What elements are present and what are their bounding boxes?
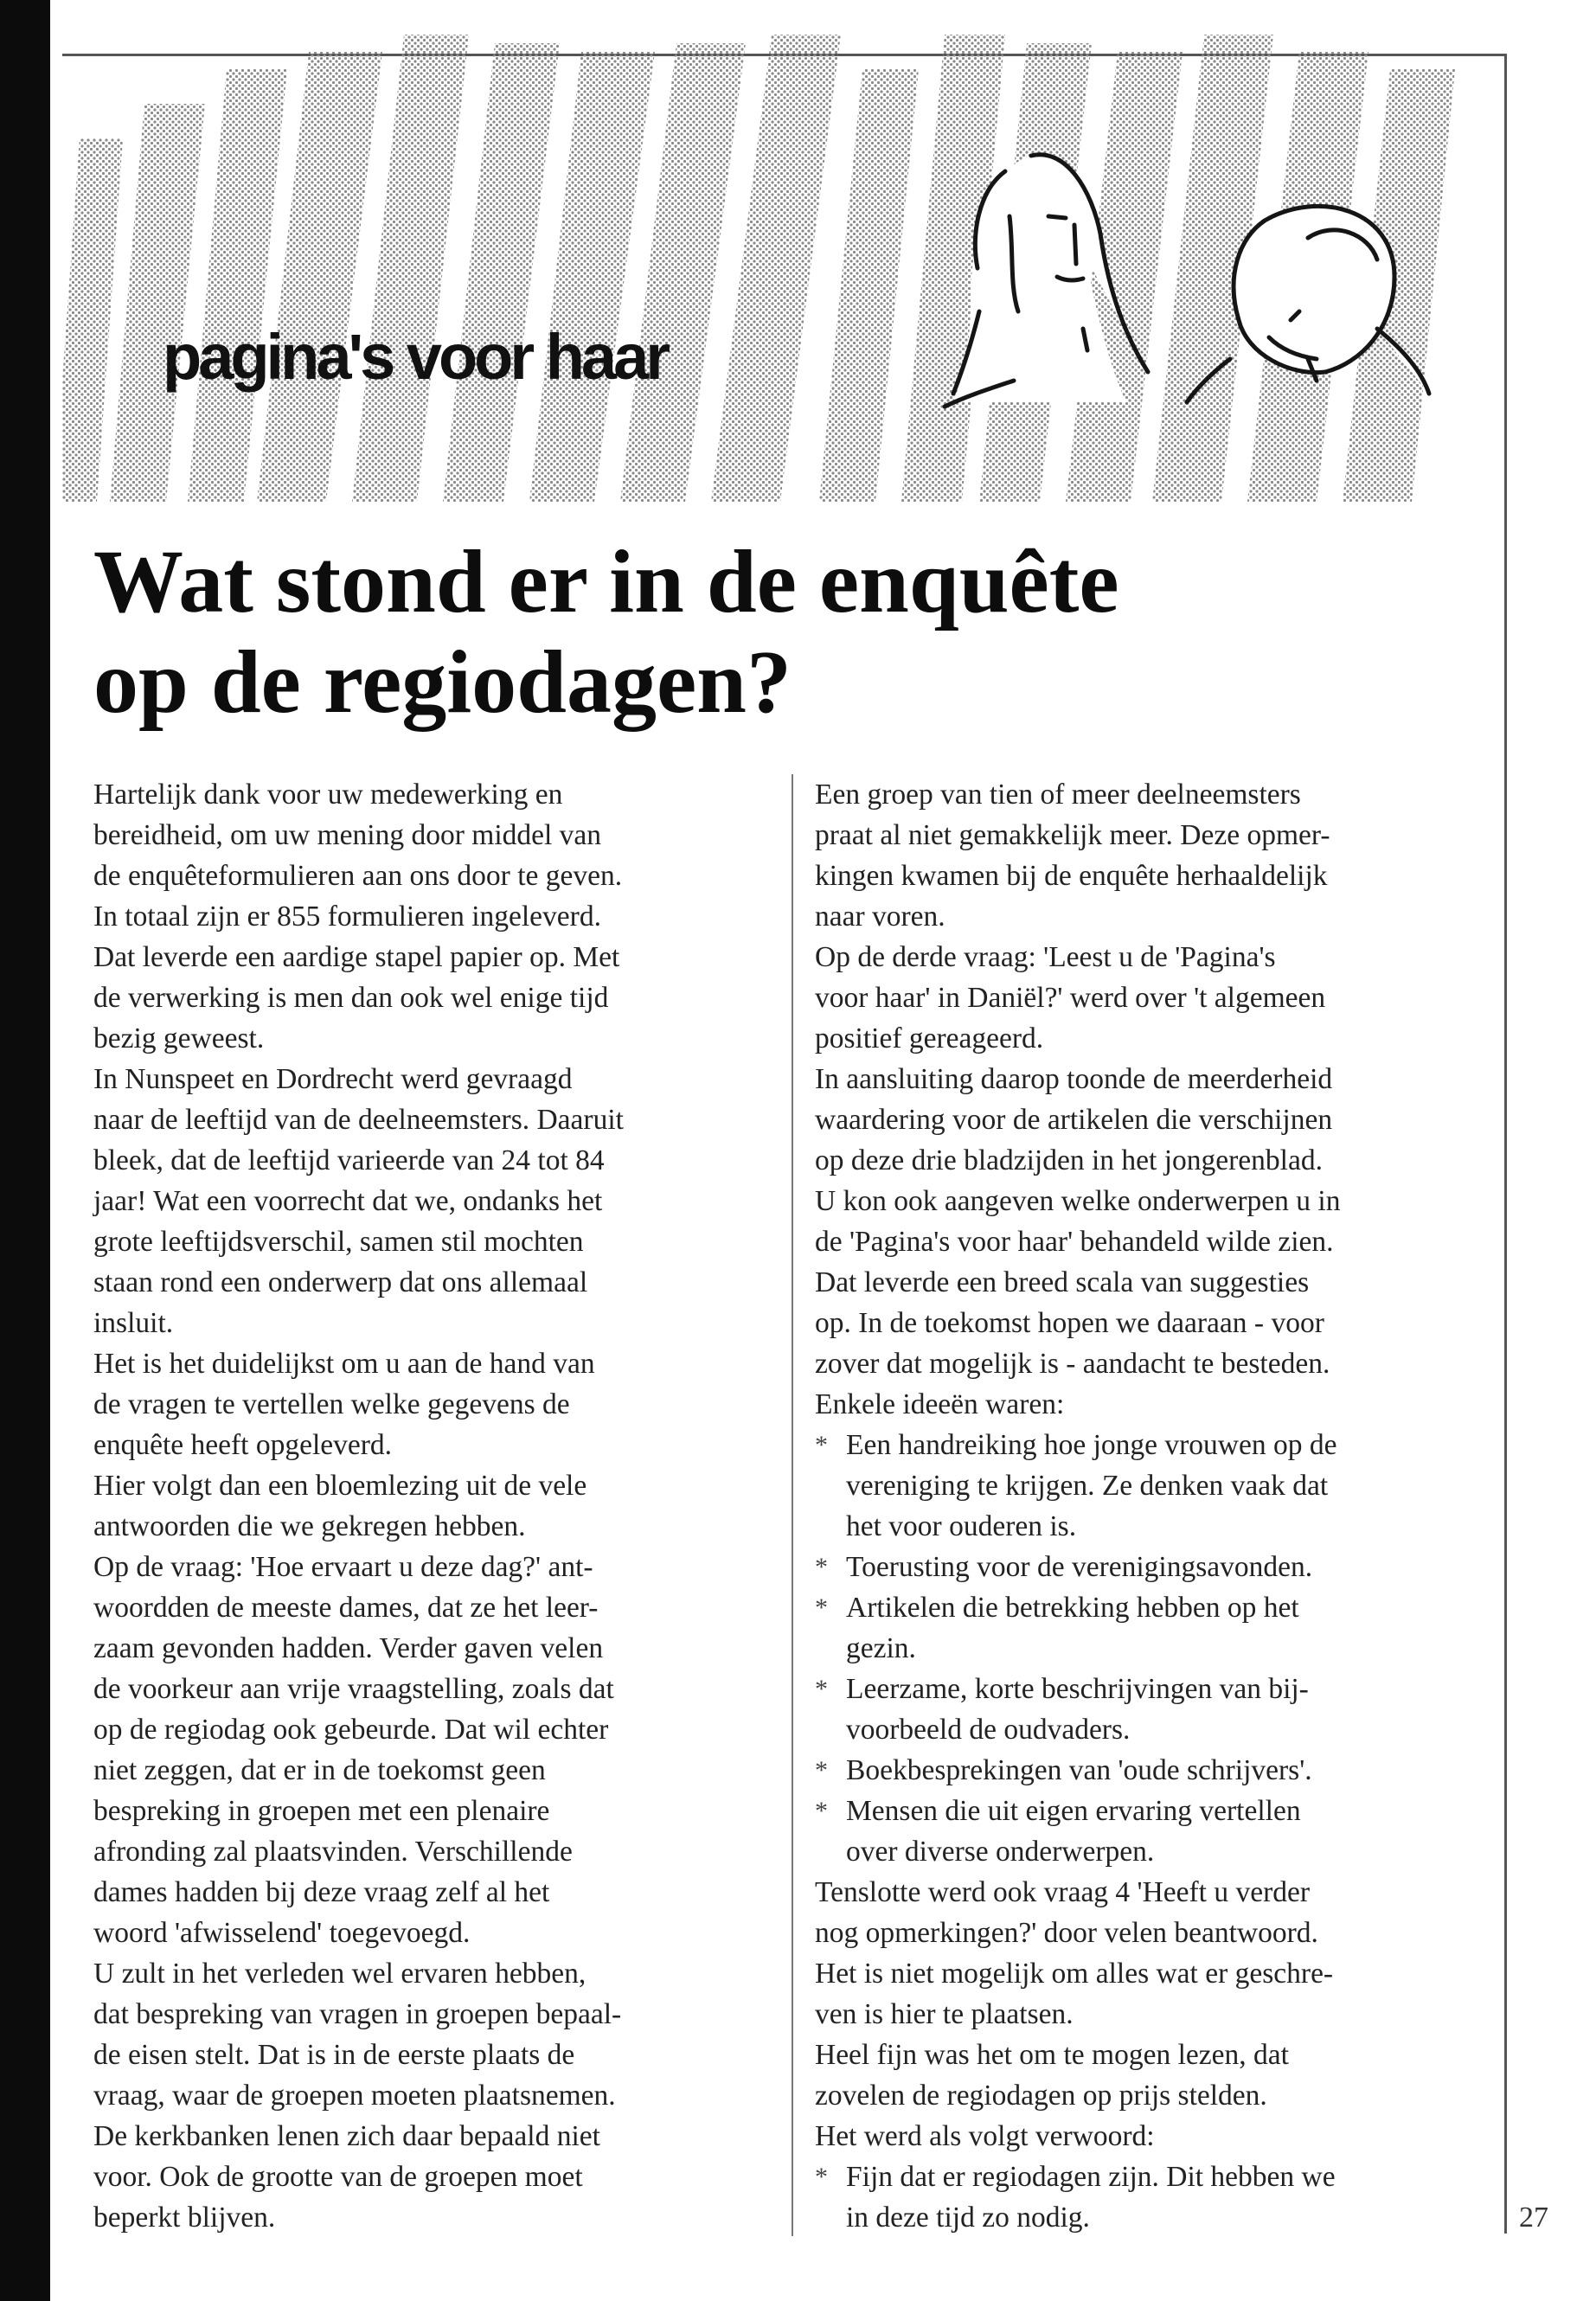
list-item: * Mensen die uit eigen ervaring vertellen over diverse onderwerpen. — [815, 1791, 1488, 1872]
bullet-symbol: * — [815, 1431, 828, 1459]
bullet-symbol: * — [815, 1756, 828, 1785]
article-title: Wat stond er in de enquête op de regiodagen? — [93, 532, 1119, 732]
paragraph: Het werd als volgt verwoord: — [815, 2120, 1155, 2152]
paragraph: Op de derde vraag: 'Leest u de 'Pagina's voor haar' in Daniël?' werd over 't algemeen positief gereageerd. — [815, 941, 1326, 1054]
ideas-list — [815, 1425, 1488, 1872]
paragraph: U kon ook aangeven welke onderwerpen u in de 'Pagina's voor haar' behandeld wilde zien. Dat leverde een breed scala van suggesties op. In de toekomst hopen we daaraan - voor zover dat mogelijk is - aandacht te besteden. — [815, 1185, 1341, 1380]
list-item: * Boekbesprekingen van 'oude schrijvers'. — [815, 1750, 1488, 1791]
paragraph: Enkele ideeën waren: — [815, 1388, 1065, 1420]
list-item: * Leerzame, korte beschrijvingen van bij- voorbeeld de oudvaders. — [815, 1669, 1488, 1750]
left-column — [93, 774, 768, 2238]
paragraph: Hier volgt dan een bloemlezing uit de vele antwoorden die we gekregen hebben. — [93, 1470, 587, 1542]
paragraph: In Nunspeet en Dordrecht werd gevraagd naar de leeftijd van de deelneemsters. Daaruit bleek, dat de leeftijd varieerde van 24 tot 84 jaar! Wat een voorrecht dat we, ondanks het grote leeftijdsverschil, samen stil mochten staan rond een onderwerp dat ons allemaal insluit. — [93, 1063, 624, 1339]
list-item: * Een handreiking hoe jonge vrouwen op de vereniging te krijgen. Ze denken vaak dat het voor ouderen is. — [815, 1425, 1488, 1547]
right-column — [815, 774, 1488, 2238]
bullet-symbol: * — [815, 1797, 828, 1825]
bullet-symbol: * — [815, 1675, 828, 1703]
column-divider — [792, 774, 793, 2236]
header-illustration — [62, 17, 1507, 536]
list-item: * Artikelen die betrekking hebben op het gezin. — [815, 1587, 1488, 1669]
binding-edge — [0, 0, 50, 2301]
paragraph: Tenslotte werd ook vraag 4 'Heeft u verder nog opmerkingen?' door velen beantwoord. Het is niet mogelijk om alles wat er geschre- ven is hier te plaatsen. — [815, 1876, 1334, 2030]
section-label: pagina's voor haar — [163, 321, 668, 393]
bullet-symbol: * — [815, 2163, 828, 2191]
page-number: 27 — [1519, 2202, 1548, 2234]
bullet-symbol: * — [815, 1553, 828, 1581]
paragraph: Heel fijn was het om te mogen lezen, dat zovelen de regiodagen op prijs stelden. — [815, 2039, 1289, 2112]
paragraph: Hartelijk dank voor uw medewerking en bereidheid, om uw mening door middel van de enquêteformulieren aan ons door te geven. In totaal zijn er 855 formulieren ingeleverd. Dat leverde een aardige stapel papier op. Met de verwerking is men dan ook wel enige tijd bezig geweest. — [93, 779, 623, 1054]
list-item: * Fijn dat er regiodagen zijn. Dit hebben we in deze tijd zo nodig. — [815, 2157, 1488, 2238]
list-item: * Toerusting voor de verenigingsavonden. — [815, 1547, 1488, 1587]
paragraph: Een groep van tien of meer deelneemsters praat al niet gemakkelijk meer. Deze opmer- kingen kwamen bij de enquête herhaaldelijk naar voren. — [815, 779, 1330, 933]
quotes-list — [815, 2157, 1488, 2238]
paragraph: In aansluiting daarop toonde de meerderheid waardering voor de artikelen die verschijnen op deze drie bladzijden in het jongerenblad. — [815, 1063, 1333, 1176]
bullet-symbol: * — [815, 1593, 828, 1622]
paragraph: Het is het duidelijkst om u aan de hand van de vragen te vertellen welke gegevens de enquête heeft opgeleverd. — [93, 1348, 595, 1461]
paragraph: Op de vraag: 'Hoe ervaart u deze dag?' ant- woordden de meeste dames, dat ze het leer- zaam gevonden hadden. Verder gaven velen de voorkeur aan vrije vraagstelling, zoals dat op de regiodag ook gebeurde. Dat wil echter niet zeggen, dat er in de toekomst geen bespreking in groepen met een plenaire afronding zal plaatsvinden. Verschillende dames hadden bij deze vraag zelf al het woord 'afwisselend' toegevoegd. — [93, 1551, 614, 1949]
paragraph: U zult in het verleden wel ervaren hebben, dat bespreking van vragen in groepen bepaal- de eisen stelt. Dat is in de eerste plaats de vraag, waar de groepen moeten plaatsnemen. De kerkbanken lenen zich daar bepaald niet voor. Ook de grootte van de groepen moet beperkt blijven. — [93, 1958, 622, 2234]
